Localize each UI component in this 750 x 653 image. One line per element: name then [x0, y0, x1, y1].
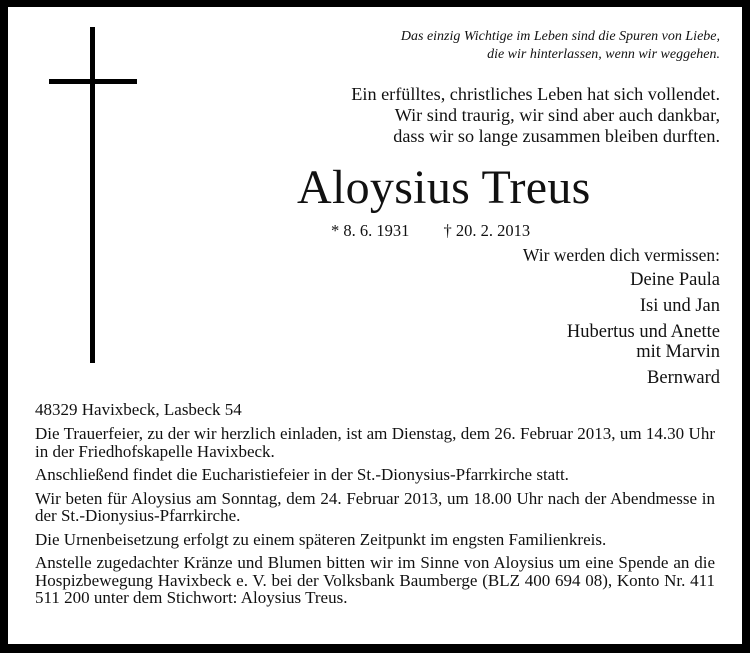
paragraph-donation: Anstelle zugedachter Kränze und Blumen bitten wir im Sinne von Aloysius um eine Spende an die Hospizbewegung Havixbeck e. V. bei der Volksbank Baumberge (BLZ 400 694 08), Konto Nr. 411 511 200 unter dem Stichwort: Aloysius Treus.	[35, 553, 715, 607]
mourner: Bernward	[647, 368, 720, 388]
cross-vertical-beam	[90, 27, 95, 363]
intro-line: Wir sind traurig, wir sind aber auch dankbar,	[394, 105, 720, 125]
death-date: † 20. 2. 2013	[443, 221, 531, 240]
motto-quote	[401, 28, 720, 64]
life-dates	[331, 221, 530, 241]
birth-date: * 8. 6. 1931	[331, 221, 410, 240]
paragraph-prayer: Wir beten für Aloysius am Sonntag, dem 24. Februar 2013, um 18.00 Uhr nach der Abendmesse in der St.-Dionysius-Pfarrkirche.	[35, 488, 715, 525]
intro-line: dass wir so lange zusammen bleiben durften.	[393, 126, 720, 146]
mourner	[567, 322, 720, 362]
mourner: Deine Paula	[630, 270, 720, 290]
paragraph-eucharist: Anschließend findet die Eucharistiefeier in der St.-Dionysius-Pfarrkirche statt.	[35, 465, 569, 484]
mourner: Isi und Jan	[639, 296, 720, 316]
intro-text	[351, 84, 720, 147]
paragraph-funeral: Die Trauerfeier, zu der wir herzlich einladen, ist am Dienstag, dem 26. Februar 2013, um 14.30 Uhr in der Friedhofskapelle Havixbeck.	[35, 424, 715, 461]
mourner-line: Hubertus und Anette	[566, 322, 720, 342]
miss-line: Wir werden dich vermissen:	[522, 245, 720, 265]
motto-line: Das einzig Wichtige im Leben sind die Spuren von Liebe,	[400, 29, 720, 44]
motto-line: die wir hinterlassen, wenn wir weggehen.	[487, 47, 720, 62]
intro-line: Ein erfülltes, christliches Leben hat sich vollendet.	[351, 84, 720, 104]
mourners-list	[567, 270, 720, 388]
deceased-name: Aloysius Treus	[297, 161, 591, 214]
address: 48329 Havixbeck, Lasbeck 54	[35, 400, 242, 419]
paragraph-burial: Die Urnenbeisetzung erfolgt zu einem späteren Zeitpunkt im engsten Familienkreis.	[35, 529, 607, 549]
cross-horizontal-beam	[49, 79, 137, 84]
obituary-notice	[8, 7, 742, 644]
mourner-line: mit Marvin	[636, 342, 720, 362]
announcement-body	[35, 425, 715, 613]
